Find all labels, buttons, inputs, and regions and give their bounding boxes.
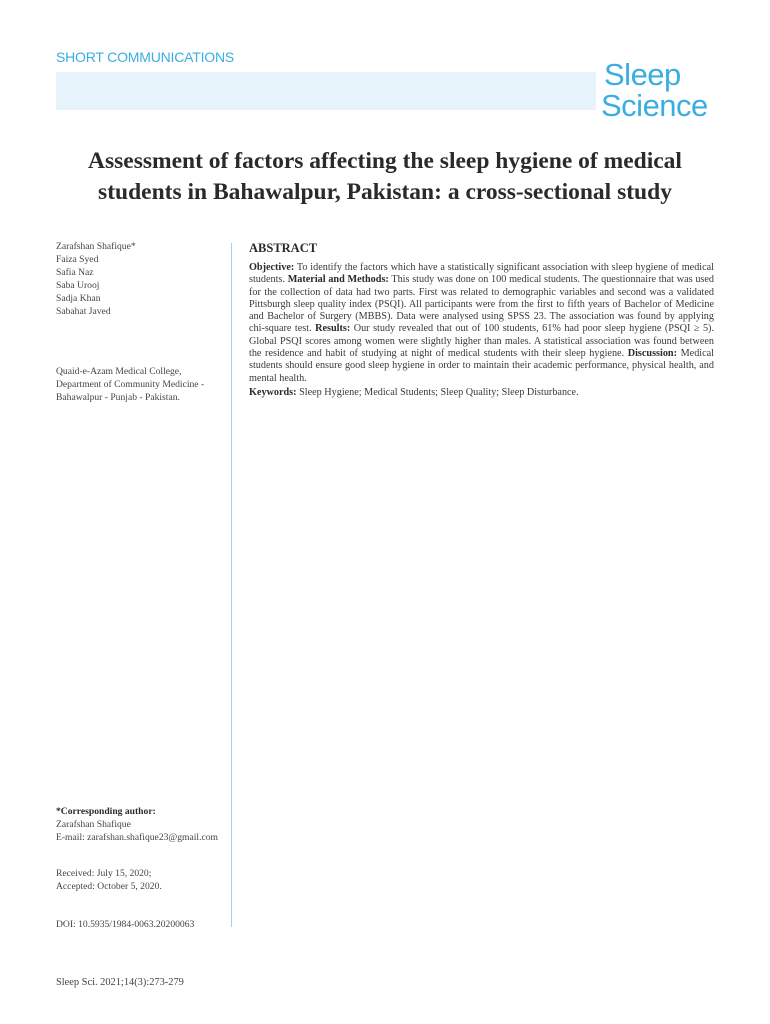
title-line-2: students in Bahawalpur, Pakistan: a cross-sectional study <box>98 179 672 205</box>
author-3: Safia Naz <box>56 267 94 278</box>
doi: DOI: 10.5935/1984-0063.20200063 <box>56 919 195 930</box>
header-band <box>56 72 596 110</box>
discussion-text: Medical students should ensure good sleep hygiene in order to maintain their academic performance, physical health, and mental health. <box>249 348 714 384</box>
corresponding-name: Zarafshan Shafique <box>56 819 131 830</box>
author-5: Sadja Khan <box>56 293 101 304</box>
section-label: SHORT COMMUNICATIONS <box>56 49 235 65</box>
author-1: Zarafshan Shafique* <box>56 241 136 252</box>
methods-label: Material and Methods: <box>287 274 389 286</box>
article-dates <box>56 867 228 893</box>
corresponding-email: E-mail: zarafshan.shafique23@gmail.com <box>56 832 219 843</box>
article-title <box>40 146 730 208</box>
results-label: Results: <box>315 323 351 335</box>
journal-logo <box>601 58 721 126</box>
title-line-1: Assessment of factors affecting the sleep hygiene of medical <box>88 148 682 174</box>
methods-text: This study was done on 100 medical students. The questionnaire that was used for the collection of data had two parts. First was related to demographic variables and second was a validated Pittsburgh sleep quality index (PSQI). All participants were from the first to fifth years of Bachelor of Medicine and Bachelor of Surgery (MBBS). Data were analysed using SPSS 23. The association was found by applying chi-square test. <box>249 274 714 335</box>
corresponding-author <box>56 805 228 844</box>
affiliation-line-2: Department of Community Medicine - <box>56 379 205 390</box>
citation-footer: Sleep Sci. 2021;14(3):273-279 <box>56 977 184 988</box>
discussion-label: Discussion: <box>627 348 677 360</box>
logo-word-sleep: Sleep <box>604 57 681 92</box>
logo-word-science: Science <box>601 88 708 123</box>
affiliation <box>56 365 226 404</box>
abstract-heading: ABSTRACT <box>249 241 318 255</box>
objective-label: Objective: <box>249 262 295 273</box>
keywords-label: Keywords: <box>249 386 297 398</box>
corresponding-heading: *Corresponding author: <box>56 806 156 817</box>
affiliation-line-1: Quaid-e-Azam Medical College, <box>56 366 182 377</box>
objective-text: To identify the factors which have a statistically significant association with sleep hygiene of medical students. <box>249 262 714 286</box>
author-6: Sabahat Javed <box>56 306 111 317</box>
results-text: Our study revealed that out of 100 students, 61% had poor sleep hygiene (PSQI ≥ 5). Global PSQI scores among women were slightly higher than males. A statistical association was found between the residence and habit of studying at night of medical students with their sleep hygiene. <box>249 323 714 360</box>
author-2: Faiza Syed <box>56 254 99 265</box>
accepted-date: Accepted: October 5, 2020. <box>56 881 162 892</box>
abstract <box>249 240 714 399</box>
affiliation-line-3: Bahawalpur - Punjab - Pakistan. <box>56 392 180 403</box>
received-date: Received: July 15, 2020; <box>56 868 152 879</box>
abstract-body <box>249 262 714 385</box>
keywords-text: Sleep Hygiene; Medical Students; Sleep Quality; Sleep Disturbance. <box>296 386 579 398</box>
author-list <box>56 240 226 318</box>
author-4: Saba Urooj <box>56 280 100 291</box>
column-divider <box>231 243 232 927</box>
keywords <box>249 387 714 399</box>
